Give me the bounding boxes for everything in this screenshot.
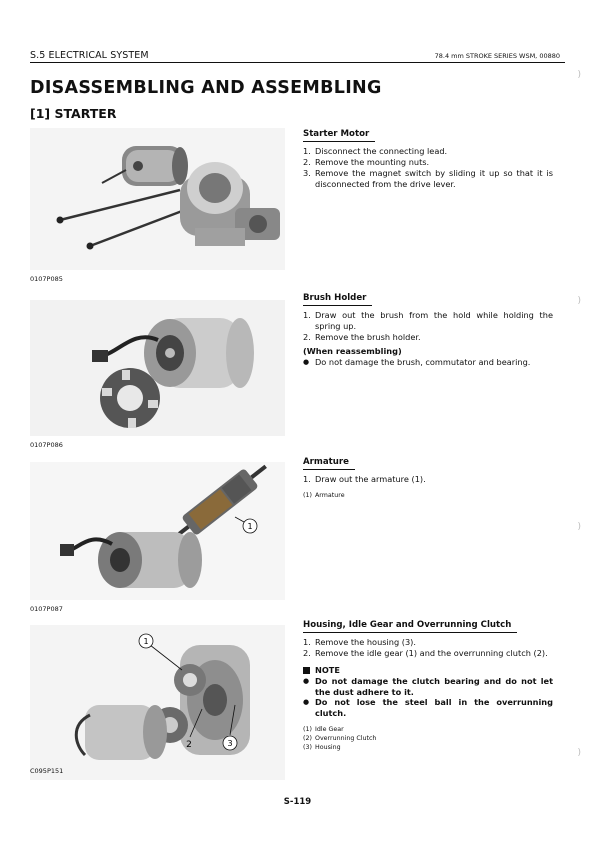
bullet-icon: ●: [303, 357, 310, 366]
bullet-icon: ●: [303, 676, 310, 685]
photo-code: 0107P087: [30, 605, 63, 613]
legend-item: (3) Housing: [303, 744, 341, 752]
note-square-icon: [303, 667, 310, 674]
callout-label: 1: [143, 637, 149, 646]
section-title: Housing, Idle Gear and Overrunning Clutch: [303, 620, 517, 633]
step: 3. Remove the magnet switch by sliding it up so that it is disconnected from the drive lever.: [303, 168, 553, 189]
section-housing-idle-gear: [303, 619, 553, 753]
photo-code: 0107P086: [30, 441, 63, 449]
callout-label: 1: [247, 522, 253, 531]
edge-mark: ): [577, 70, 581, 80]
step-list: [303, 146, 553, 189]
note-item: ● Do not lose the steel ball in the overrunning clutch.: [303, 697, 553, 719]
legend-list: [303, 725, 553, 752]
page-title: DISASSEMBLING AND ASSEMBLING: [30, 78, 382, 98]
note-list: [303, 676, 553, 719]
photo-starter-motor: [30, 128, 285, 270]
header-divider: [30, 62, 565, 63]
bullet-item: ● Do not damage the brush, commutator and bearing.: [303, 356, 531, 367]
note-heading: NOTE: [303, 665, 553, 676]
photo-brush-holder: [30, 300, 285, 436]
step: 1. Remove the housing (3).: [303, 637, 416, 648]
legend-item: (1) Idle Gear: [303, 726, 344, 734]
section-title: Starter Motor: [303, 129, 375, 142]
step: 2. Remove the brush holder.: [303, 332, 421, 342]
legend-item: (2) Overrunning Clutch: [303, 735, 377, 743]
callout-label: 3: [227, 739, 233, 748]
section-header: S.5 ELECTRICAL SYSTEM: [30, 50, 149, 61]
step: 1. Disconnect the connecting lead.: [303, 146, 448, 157]
step-list: [303, 637, 553, 659]
step: 1. Draw out the brush from the hold while holding the spring up.: [303, 310, 553, 332]
legend-list: [303, 491, 553, 500]
callout-label: 2: [186, 740, 192, 750]
bullet-list: [303, 357, 553, 368]
step: 2. Remove the mounting nuts.: [303, 157, 430, 168]
reassembly-heading: (When reassembling): [303, 345, 402, 356]
photo-housing-idle-gear: [30, 625, 285, 780]
step-list: [303, 310, 553, 342]
manual-code: 78.4 mm STROKE SERIES WSM, 00880: [434, 52, 560, 60]
photo-code: C095P151: [30, 767, 64, 775]
step-list: [303, 474, 553, 485]
edge-mark: ): [577, 522, 581, 532]
edge-mark: ): [577, 296, 581, 306]
note-item: ● Do not damage the clutch bearing and do not let the dust adhere to it.: [303, 675, 553, 697]
page-subtitle: [1] STARTER: [30, 106, 117, 121]
legend-item: (1) Armature: [303, 492, 345, 500]
photo-code: 0107P085: [30, 275, 63, 283]
bullet-icon: ●: [303, 698, 310, 707]
edge-mark: ): [577, 748, 581, 758]
section-title: Brush Holder: [303, 293, 372, 306]
photo-armature: [30, 462, 285, 600]
section-armature: [303, 456, 553, 500]
step: 1. Draw out the armature (1).: [303, 474, 426, 485]
page-number: S-119: [283, 797, 312, 807]
section-brush-holder: [303, 292, 553, 368]
section-title: Armature: [303, 457, 355, 470]
step: 2. Remove the idle gear (1) and the overrunning clutch (2).: [303, 648, 548, 659]
section-starter-motor: [303, 128, 553, 190]
